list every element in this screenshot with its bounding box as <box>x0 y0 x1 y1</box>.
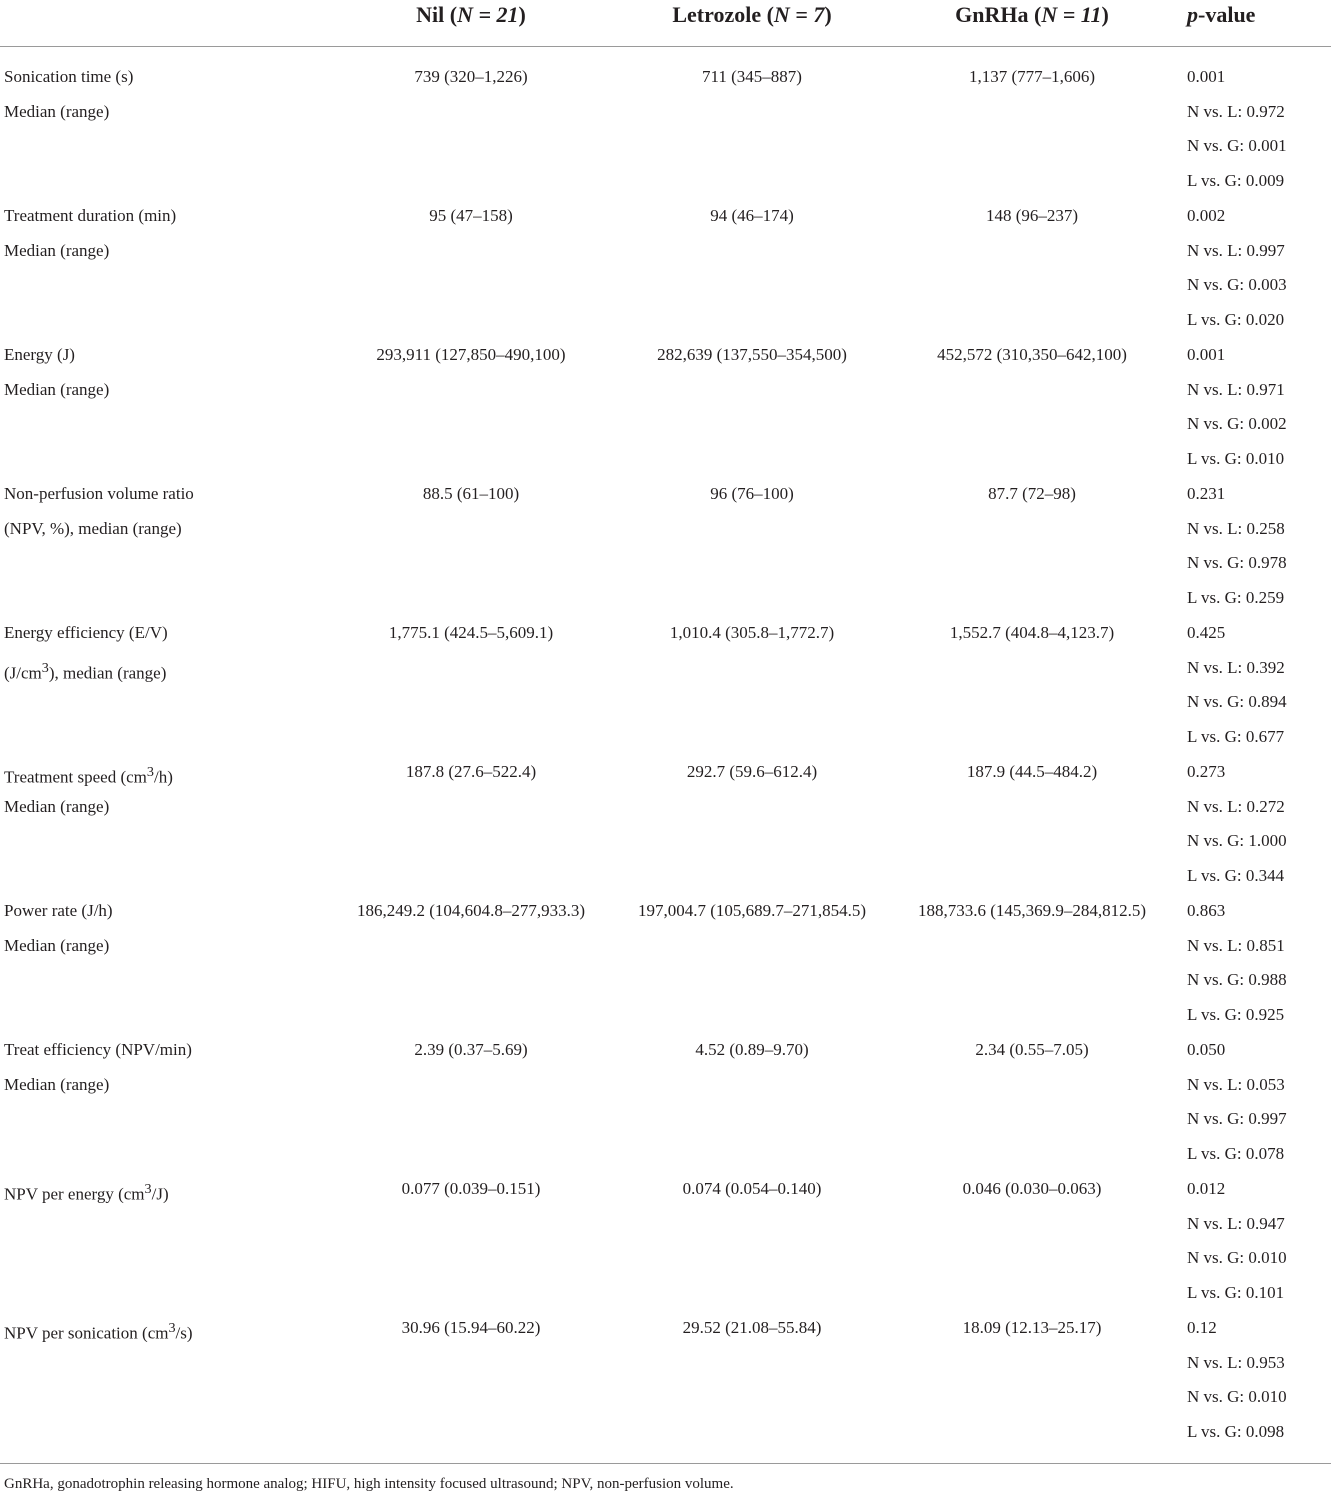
row-label-line: Median (range) <box>4 935 110 955</box>
cell-letrozole: 292.7 (59.6–612.4) <box>686 762 818 781</box>
p-n-vs-g: N vs. G: 0.010 <box>1187 1248 1287 1268</box>
p-l-vs-g: L vs. G: 0.020 <box>1187 309 1285 329</box>
row-label-line: Median (range) <box>4 240 110 260</box>
cell-letrozole: 94 (46–174) <box>710 206 794 225</box>
header-gnrha: GnRHa (N = 11) <box>955 2 1109 27</box>
p-overall: 0.273 <box>1187 762 1226 781</box>
p-overall: 0.001 <box>1187 345 1226 364</box>
cell-gnrha: 0.046 (0.030–0.063) <box>962 1179 1102 1198</box>
cell-gnrha: 452,572 (310,350–642,100) <box>937 345 1127 364</box>
p-l-vs-g: L vs. G: 0.259 <box>1187 587 1285 607</box>
row-label-line: Median (range) <box>4 1074 110 1094</box>
row-label <box>4 894 113 963</box>
cell-p-value <box>1187 1172 1287 1310</box>
p-n-vs-l: N vs. L: 0.971 <box>1187 379 1285 399</box>
p-overall: 0.012 <box>1187 1179 1226 1198</box>
p-l-vs-g: L vs. G: 0.677 <box>1187 726 1285 746</box>
row-label <box>4 60 133 129</box>
row-label <box>4 199 176 268</box>
p-overall: 0.002 <box>1187 206 1226 225</box>
row-label-line <box>4 651 168 686</box>
row-label-line: Treat efficiency (NPV/min) <box>4 1040 192 1059</box>
row-label <box>4 1033 192 1102</box>
row-label-line: Power rate (J/h) <box>4 901 113 920</box>
header-letrozole-label: Letrozole <box>672 2 762 27</box>
p-n-vs-g: N vs. G: 0.001 <box>1187 136 1287 156</box>
p-l-vs-g: L vs. G: 0.009 <box>1187 170 1285 190</box>
p-n-vs-l: N vs. L: 0.997 <box>1187 240 1285 260</box>
row-label-superscript: 3 <box>146 764 154 780</box>
row-label-line: Sonication time (s) <box>4 67 134 86</box>
row-label-part: ), median (range) <box>48 663 167 683</box>
row-label-line <box>4 1311 193 1346</box>
p-n-vs-g: N vs. G: 0.003 <box>1187 275 1287 295</box>
row-label-part: /s) <box>175 1323 193 1343</box>
table-footnote: GnRHa, gonadotrophin releasing hormone analog; HIFU, high intensity focused ultrasound; NPV, non-perfusion volume. <box>4 1476 734 1492</box>
row-label-part: /h) <box>153 767 173 787</box>
cell-nil: 186,249.2 (104,604.8–277,933.3) <box>356 901 586 920</box>
cell-letrozole: 197,004.7 (105,689.7–271,854.5) <box>637 901 867 920</box>
cell-letrozole: 96 (76–100) <box>710 484 794 503</box>
row-label-superscript: 3 <box>41 659 49 676</box>
p-n-vs-g: N vs. G: 0.010 <box>1187 1387 1287 1407</box>
row-label-part: Treatment speed (cm <box>4 767 147 787</box>
p-overall: 0.001 <box>1187 67 1226 86</box>
cell-p-value <box>1187 894 1287 1032</box>
p-overall: 0.863 <box>1187 901 1226 920</box>
row-label-line: Energy efficiency (E/V) <box>4 623 168 642</box>
p-overall: 0.231 <box>1187 484 1226 503</box>
cell-nil: 0.077 (0.039–0.151) <box>401 1179 541 1198</box>
row-label-line: Median (range) <box>4 796 110 816</box>
cell-nil: 293,911 (127,850–490,100) <box>376 345 566 364</box>
row-label <box>4 755 173 824</box>
p-n-vs-l: N vs. L: 0.851 <box>1187 935 1285 955</box>
row-label <box>4 1172 169 1207</box>
p-n-vs-l: N vs. L: 0.953 <box>1187 1352 1285 1372</box>
header-p-value <box>1187 0 1255 30</box>
row-label-superscript: 3 <box>144 1181 152 1197</box>
cell-gnrha: 2.34 (0.55–7.05) <box>975 1040 1089 1059</box>
p-l-vs-g: L vs. G: 0.098 <box>1187 1421 1285 1441</box>
cell-gnrha: 18.09 (12.13–25.17) <box>962 1318 1102 1337</box>
cell-p-value <box>1187 477 1287 615</box>
p-n-vs-l: N vs. L: 0.972 <box>1187 101 1285 121</box>
cell-nil: 95 (47–158) <box>429 206 513 225</box>
p-n-vs-g: N vs. G: 0.002 <box>1187 414 1287 434</box>
row-label-line <box>4 755 173 790</box>
cell-nil: 2.39 (0.37–5.69) <box>414 1040 528 1059</box>
cell-letrozole: 711 (345–887) <box>702 67 802 86</box>
row-label <box>4 477 194 546</box>
cell-letrozole: 282,639 (137,550–354,500) <box>657 345 847 364</box>
cell-p-value <box>1187 60 1287 198</box>
p-n-vs-g: N vs. G: 1.000 <box>1187 831 1287 851</box>
row-label <box>4 616 168 685</box>
header-nil-label: Nil <box>416 2 445 27</box>
p-n-vs-g: N vs. G: 0.997 <box>1187 1109 1287 1129</box>
p-n-vs-l: N vs. L: 0.947 <box>1187 1213 1285 1233</box>
p-n-vs-g: N vs. G: 0.978 <box>1187 553 1287 573</box>
row-label-part: (J/cm <box>4 663 42 683</box>
header-nil-n: N = 21 <box>457 2 519 27</box>
row-label <box>4 338 109 407</box>
row-label-part: NPV per energy (cm <box>4 1184 145 1204</box>
row-label-line: Median (range) <box>4 101 110 121</box>
cell-nil: 88.5 (61–100) <box>422 484 520 503</box>
cell-nil: 187.8 (27.6–522.4) <box>405 762 537 781</box>
row-label-line: Non-perfusion volume ratio <box>4 484 194 503</box>
p-l-vs-g: L vs. G: 0.101 <box>1187 1282 1285 1302</box>
p-n-vs-l: N vs. L: 0.258 <box>1187 518 1285 538</box>
cell-nil: 30.96 (15.94–60.22) <box>401 1318 541 1337</box>
header-letrozole-n: N = 7 <box>773 2 825 27</box>
p-l-vs-g: L vs. G: 0.344 <box>1187 865 1285 885</box>
p-l-vs-g: L vs. G: 0.925 <box>1187 1004 1285 1024</box>
header-gnrha-label: GnRHa <box>955 2 1029 27</box>
cell-nil: 1,775.1 (424.5–5,609.1) <box>388 623 554 642</box>
cell-letrozole: 0.074 (0.054–0.140) <box>682 1179 822 1198</box>
p-n-vs-l: N vs. L: 0.392 <box>1187 657 1285 677</box>
p-overall: 0.425 <box>1187 623 1226 642</box>
p-n-vs-l: N vs. L: 0.053 <box>1187 1074 1285 1094</box>
row-label-line: Energy (J) <box>4 345 75 364</box>
cell-letrozole: 1,010.4 (305.8–1,772.7) <box>669 623 835 642</box>
p-n-vs-l: N vs. L: 0.272 <box>1187 796 1285 816</box>
cell-p-value <box>1187 338 1287 476</box>
cell-p-value <box>1187 199 1287 337</box>
table-bottom-divider <box>0 1463 1331 1464</box>
header-p-suffix: -value <box>1198 2 1256 27</box>
row-label-part: NPV per sonication (cm <box>4 1323 169 1343</box>
header-nil: Nil (N = 21) <box>416 2 526 27</box>
cell-p-value <box>1187 616 1287 754</box>
header-gnrha-n: N = 11 <box>1041 2 1102 27</box>
header-letrozole: Letrozole (N = 7) <box>672 2 832 27</box>
row-label-part: /J) <box>151 1184 169 1204</box>
cell-letrozole: 29.52 (21.08–55.84) <box>682 1318 822 1337</box>
p-n-vs-g: N vs. G: 0.988 <box>1187 970 1287 990</box>
row-label-superscript: 3 <box>168 1320 176 1336</box>
cell-gnrha: 188,733.6 (145,369.9–284,812.5) <box>917 901 1147 920</box>
cell-letrozole: 4.52 (0.89–9.70) <box>695 1040 809 1059</box>
row-label-line <box>4 1172 169 1207</box>
row-label-line: Treatment duration (min) <box>4 206 177 225</box>
cell-gnrha: 148 (96–237) <box>985 206 1079 225</box>
row-label-line: (NPV, %), median (range) <box>4 518 182 538</box>
p-n-vs-g: N vs. G: 0.894 <box>1187 692 1287 712</box>
cell-gnrha: 1,137 (777–1,606) <box>968 67 1096 86</box>
p-overall: 0.12 <box>1187 1318 1217 1337</box>
row-label-line: Median (range) <box>4 379 110 399</box>
row-label <box>4 1311 193 1346</box>
cell-p-value <box>1187 1033 1287 1171</box>
cell-p-value <box>1187 755 1287 893</box>
cell-gnrha: 1,552.7 (404.8–4,123.7) <box>949 623 1115 642</box>
p-l-vs-g: L vs. G: 0.078 <box>1187 1143 1285 1163</box>
cell-p-value <box>1187 1311 1287 1449</box>
cell-gnrha: 187.9 (44.5–484.2) <box>966 762 1098 781</box>
p-l-vs-g: L vs. G: 0.010 <box>1187 448 1285 468</box>
cell-gnrha: 87.7 (72–98) <box>988 484 1076 503</box>
p-overall: 0.050 <box>1187 1040 1226 1059</box>
header-p-letter: p <box>1187 2 1198 27</box>
header-divider <box>0 46 1331 47</box>
cell-nil: 739 (320–1,226) <box>414 67 528 86</box>
